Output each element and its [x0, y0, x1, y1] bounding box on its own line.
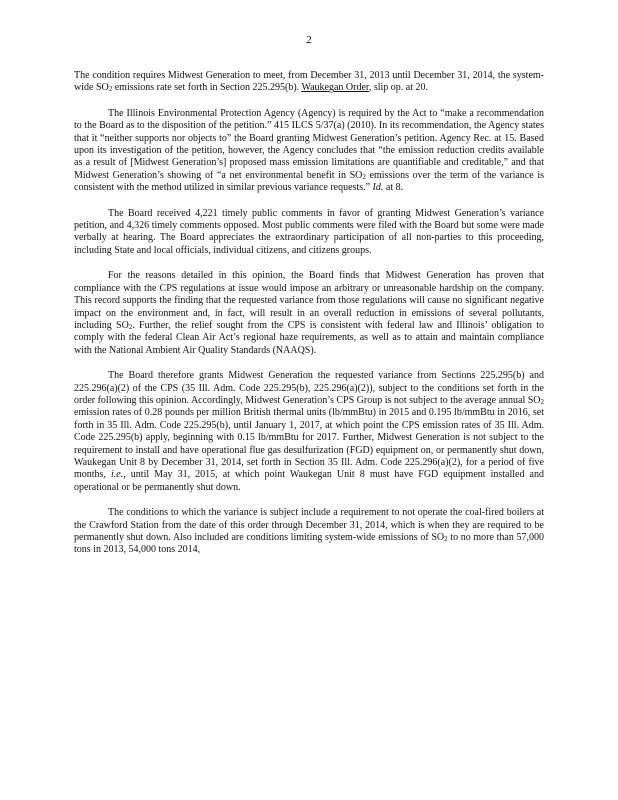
text-run: The Illinois Environmental Protection Agency (Agency) is required by the Act to “make a recommendation to the Board as to the disposition of the petition.” 415 ILCS 5/37(a) (2010). In its recommendation, the Agency states that it “neither supports nor objects to” the Board granting Midwest Generation’s petition. Agency Rec. at 15. Based upon its investigation of the petition, however, the Agency concludes that “the emission reduction credits available as a result of [Midwest Generation’s] proposed mass emission limitations are quantifiable and creditable,” and that Midwest Generation’s showing of “a net environmental benefit in SO [74, 107, 544, 181]
body-text [74, 70, 544, 557]
subscript: 2 [540, 397, 545, 406]
text-run: emissions over the term of the variance is consistent with the method utilized in similar previous variance requests.” [74, 169, 544, 194]
text-run: The conditions to which the variance is subject include a requirement to not operate the coal-fired boilers at the Crawford Station from the date of this order through December 31, 2014, which is when they are required to be permanently shut down. Also included are conditions limiting system-wide emissions of SO [74, 507, 544, 543]
italic-abbreviation: i.e. [111, 469, 124, 481]
text-run: emissions rate set forth in Section 225.295(b). [112, 82, 302, 94]
text-run: For the reasons detailed in this opinion, the Board finds that Midwest Generation has proven that compliance with the CPS regulations at issue would impose an arbitrary or unreasonable hardship on the company. This record supports the finding that the requested variance from those regulations will cause no significant negative impact on the environment and, in fact, will result in an overall reduction in emissions of several pollutants, including SO [74, 270, 544, 331]
subscript: 2 [128, 322, 133, 331]
text-run: , slip op. at 20. [368, 82, 429, 94]
italic-citation: Id. [372, 182, 384, 194]
subscript: 2 [362, 172, 366, 181]
text-run: . Further, the relief sought from the CPS is consistent with federal law and Illinois’ obligation to comply with the federal Clean Air Act’s regional haze requirements, as well as to attain and maintain compliance with the National Ambient Air Quality Standards (NAAQS). [74, 319, 545, 356]
page-number: 2 [306, 34, 312, 46]
paragraph-agency-recommendation [74, 108, 544, 195]
text-run: to no more than 57,000 tons in 2013, 54,000 tons 2014, [74, 532, 544, 556]
paragraph-variance-grant [74, 370, 544, 494]
text-run: The Board therefore grants Midwest Generation the requested variance from Sections 225.295(b) and 225.296(a)(2) of the CPS (35 Ill. Adm. Code 225.295(b), 225.296(a)(2)), subject to the conditions set forth in the order following this opinion. Accordingly, Midwest Generation’s CPS Group is not subject to the average annual SO [74, 370, 544, 406]
subscript: 2 [444, 535, 448, 543]
paragraph-waukegan-condition [74, 70, 544, 95]
subscript: 2 [108, 85, 113, 94]
case-citation: Waukegan Order [301, 82, 369, 94]
text-run: The Board received 4,221 timely public comments in favor of granting Midwest Generation’s variance petition, and 4,326 timely comments opposed. Most public comments were filed with the Board but some were made verbally at hearing. The Board appreciates the extraordinary participation of all non-parties to this proceeding, including State and local officials, individual citizens, and citizens groups. [74, 207, 544, 256]
text-run: The condition requires Midwest Generation to meet, from December 31, 2013 until December 31, 2014, the system-wide SO [74, 70, 544, 94]
text-run: at 8. [383, 182, 404, 194]
text-run: , until May 31, 2015, at which point Waukegan Unit 8 must have FGD equipment installed and operational or be permanently shut down. [74, 469, 544, 493]
paragraph-variance-conditions [74, 507, 544, 557]
paragraph-public-comments [74, 208, 544, 258]
paragraph-board-findings [74, 270, 544, 357]
text-run: emission rates of 0.28 pounds per million British thermal units (lb/mmBtu) in 2015 and 0.195 lb/mmBtu in 2016, set forth in 35 Ill. Adm. Code 225.295(b), until January 1, 2017, at which point the CPS emission rates of 35 Ill. Adm. Code 225.295(b) apply, beginning with 0.15 lb/mmBtu for 2017. Further, Midwest Generation is not subject to the requirement to install and have operational flue gas desulfurization (FGD) equipment on, or permanently shut down, Waukegan Unit 8 by December 31, 2014, set forth in Section 35 Ill. Adm. Code 225.296(a)(2), for a period of five months, [74, 407, 544, 481]
